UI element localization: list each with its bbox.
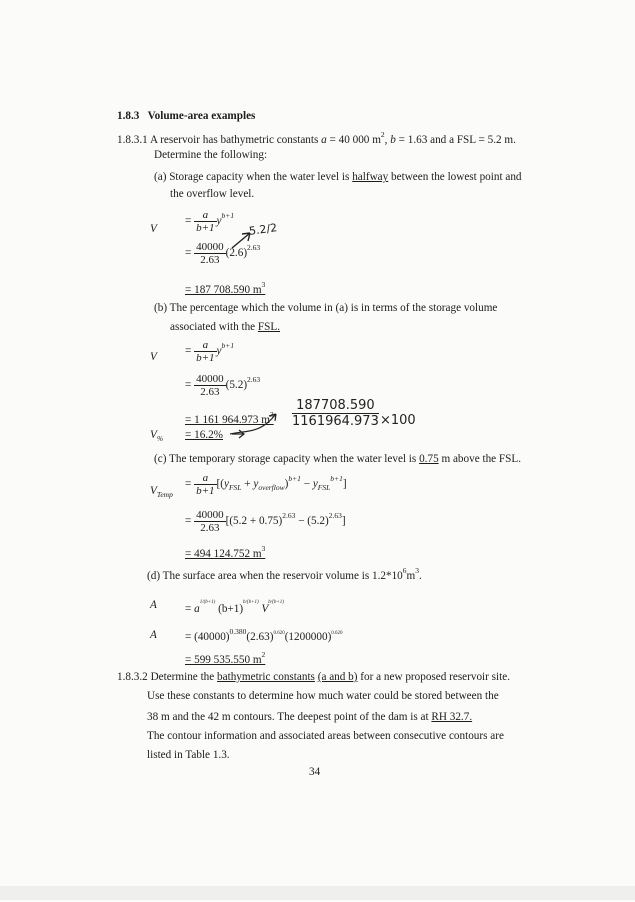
part-a-label-line2: the overflow level.: [170, 188, 255, 200]
problem1-determine: Determine the following:: [154, 149, 268, 161]
part-d-label: (d) The surface area when the reservoir volume is $1.2*10^6m^3$.: [147, 566, 422, 582]
page-number: 34: [309, 766, 321, 778]
part-a-eq2: = $\frac{40000}{2.63}$ $(2.6)^{2.63}$: [185, 241, 261, 266]
part-a-frac2: $\frac{40000}{2.63}$: [196, 241, 224, 266]
part-b-eq2: = $\frac{40000}{2.63}$ $(5.2)^{2.63}$: [185, 373, 261, 398]
part-d-A1: A: [150, 599, 157, 611]
part-b-Vpct: $V_{\%}$: [150, 429, 164, 443]
section-title: Volume-area examples: [147, 110, 256, 122]
part-c-frac1: $\frac{a}{b+1}$: [196, 472, 215, 497]
part-d-A2: A: [150, 629, 157, 641]
problem2-line3: 38 m and the 42 m contours. The deepest point of the dam is at RH 32.7.: [147, 711, 473, 723]
part-b-label-line2: associated with the FSL.: [170, 321, 280, 333]
part-b-result: = 1 161 964.973 $m^3$: [185, 410, 274, 426]
part-c-label: (c) The temporary storage capacity when the water level is 0.75 m above the FSL.: [154, 453, 522, 465]
part-b-frac2: $\frac{40000}{2.63}$: [196, 373, 224, 398]
handwritten-times100: ×100: [380, 413, 416, 428]
part-d-eq2: = $(40000)^{0.380}(2.63)^{0.620}(1200000)^{0.620}$: [185, 627, 343, 643]
part-a-result: = 187 708.590 $m^3$: [185, 280, 266, 296]
handwritten-arrow-b: [226, 404, 286, 440]
part-c-result: = 494 124.752 $m^3$: [185, 544, 266, 560]
handwritten-fraction: 187708.590 1161964.973: [292, 398, 379, 429]
part-c-Vtemp: $V_{Temp}$: [150, 485, 173, 499]
problem2-line1: 1.8.3.2 Determine the bathymetric constants (a and b) for a new proposed reservoir site.: [117, 671, 511, 683]
part-b-V: V: [150, 351, 157, 363]
part-a-frac1: $\frac{a}{b+1}$: [196, 209, 215, 234]
part-c-eq1: = $\frac{a}{b+1}$ $[(y_{FSL} + y_{overflow})^{b+1} - y_{FSL}^{b+1}]$: [185, 472, 347, 497]
problem2-line2: Use these constants to determine how much water could be stored between the: [147, 690, 499, 702]
problem2-line5: listed in Table 1.3.: [147, 749, 230, 761]
scan-edge: [0, 886, 635, 900]
part-c-eq2: = $\frac{40000}{2.63}$ $[(5.2 + 0.75)^{2.63} - (5.2)^{2.63}]$: [185, 509, 346, 534]
part-b-label: (b) The percentage which the volume in (a) is in terms of the storage volume: [154, 302, 498, 314]
problem1-intro: 1.8.3.1 A reservoir has bathymetric constants a = 40 000 $m^2$, b = 1.63 and a FSL = 5.2 m.: [117, 130, 516, 146]
part-c-frac2: $\frac{40000}{2.63}$: [196, 509, 224, 534]
part-d-eq1: = $a^{1/(b+1)}$ $(b+1)^{b/(b+1)}$ $V^{b/(b+1)}$: [185, 600, 284, 615]
handwritten-half: 5.2/2: [248, 221, 278, 238]
part-b-eq1: = $\frac{a}{b+1}$ $y^{b+1}$: [185, 339, 235, 364]
problem2-number: 1.8.3.2: [117, 671, 148, 683]
part-a-V: V: [150, 223, 157, 235]
section-number: 1.8.3: [117, 110, 140, 122]
section-heading: [117, 109, 255, 123]
part-d-result: = 599 535.550 $m^2$: [185, 650, 266, 666]
problem1-number: 1.8.3.1: [117, 134, 148, 146]
part-b-frac1: $\frac{a}{b+1}$: [196, 339, 215, 364]
part-a-eq1: = $\frac{a}{b+1}$ $y^{b+1}$: [185, 209, 235, 234]
problem2-line4: The contour information and associated areas between consecutive contours are: [147, 730, 504, 742]
part-b-pct-result: = 16.2%: [185, 429, 224, 441]
part-a-label: (a) Storage capacity when the water level is halfway between the lowest point and: [154, 171, 522, 183]
